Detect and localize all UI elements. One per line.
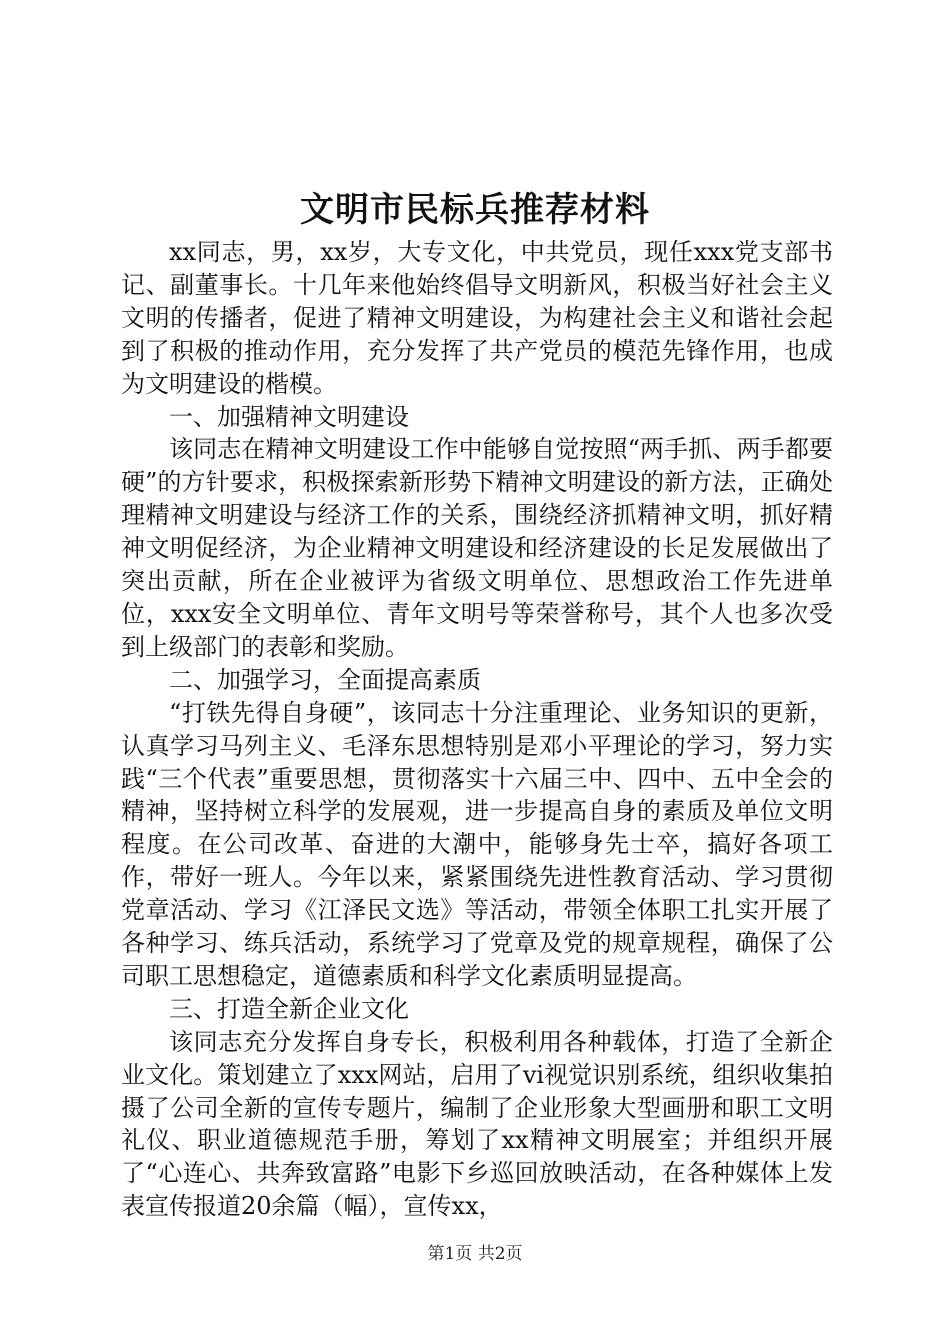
section-1-paragraph: 该同志在精神文明建设工作中能够自觉按照“两手抓、两手都要硬”的方针要求，积极探索新形势下精神文明建设的新方法，正确处理精神文明建设与经济工作的关系，围绕经济抓精神文明，抓好精神文明促经济，为企业精神文明建设和经济建设的长足发展做出了突出贡献，所在企业被评为省级文明单位、思想政治工作先进单位，xxx安全文明单位、青年文明号等荣誉称号，其个人也多次受到上级部门的表彰和奖励。 (121, 435, 833, 661)
document-title: 文明市民标兵推荐材料 (300, 190, 650, 230)
section-heading-3: 三、打造全新企业文化 (169, 994, 409, 1023)
intro-paragraph: xx同志，男，xx岁，大专文化，中共党员，现任xxx党支部书记、副董事长。十几年来他始终倡导文明新风，积极当好社会主义文明的传播者，促进了精神文明建设，为构建社会主义和谐社会起到了积极的推动作用，充分发挥了共产党员的模范先锋作用，也成为文明建设的楷模。 (121, 238, 833, 398)
page-footer: 第1页 共2页 (427, 1244, 523, 1264)
section-heading-2: 二、加强学习，全面提高素质 (169, 665, 481, 694)
section-heading-1: 一、加强精神文明建设 (169, 402, 409, 431)
section-3-paragraph: 该同志充分发挥自身专长，积极利用各种载体，打造了全新企业文化。策划建立了xxx网站，启用了vi视觉识别系统，组织收集拍摄了公司全新的宣传专题片，编制了企业形象大型画册和职工文明礼仪、职业道德规范手册，筹划了xx精神文明展室；并组织开展了“心连心、共奔致富路”电影下乡巡回放映活动，在各种媒体上发表宣传报道20余篇（幅），宣传xx， (121, 1027, 833, 1221)
section-2-paragraph: “打铁先得自身硬”，该同志十分注重理论、业务知识的更新，认真学习马列主义、毛泽东思想特别是邓小平理论的学习，努力实践“三个代表”重要思想，贯彻落实十六届三中、四中、五中全会的精神，坚持树立科学的发展观，进一步提高自身的素质及单位文明程度。在公司改革、奋进的大潮中，能够身先士卒，搞好各项工作，带好一班人。今年以来，紧紧围绕先进性教育活动、学习贯彻党章活动、学习《江泽民文选》等活动，带领全体职工扎实开展了各种学习、练兵活动，系统学习了党章及党的规章规程，确保了公司职工思想稳定，道德素质和科学文化素质明显提高。 (121, 698, 833, 990)
document-body (121, 236, 833, 1223)
